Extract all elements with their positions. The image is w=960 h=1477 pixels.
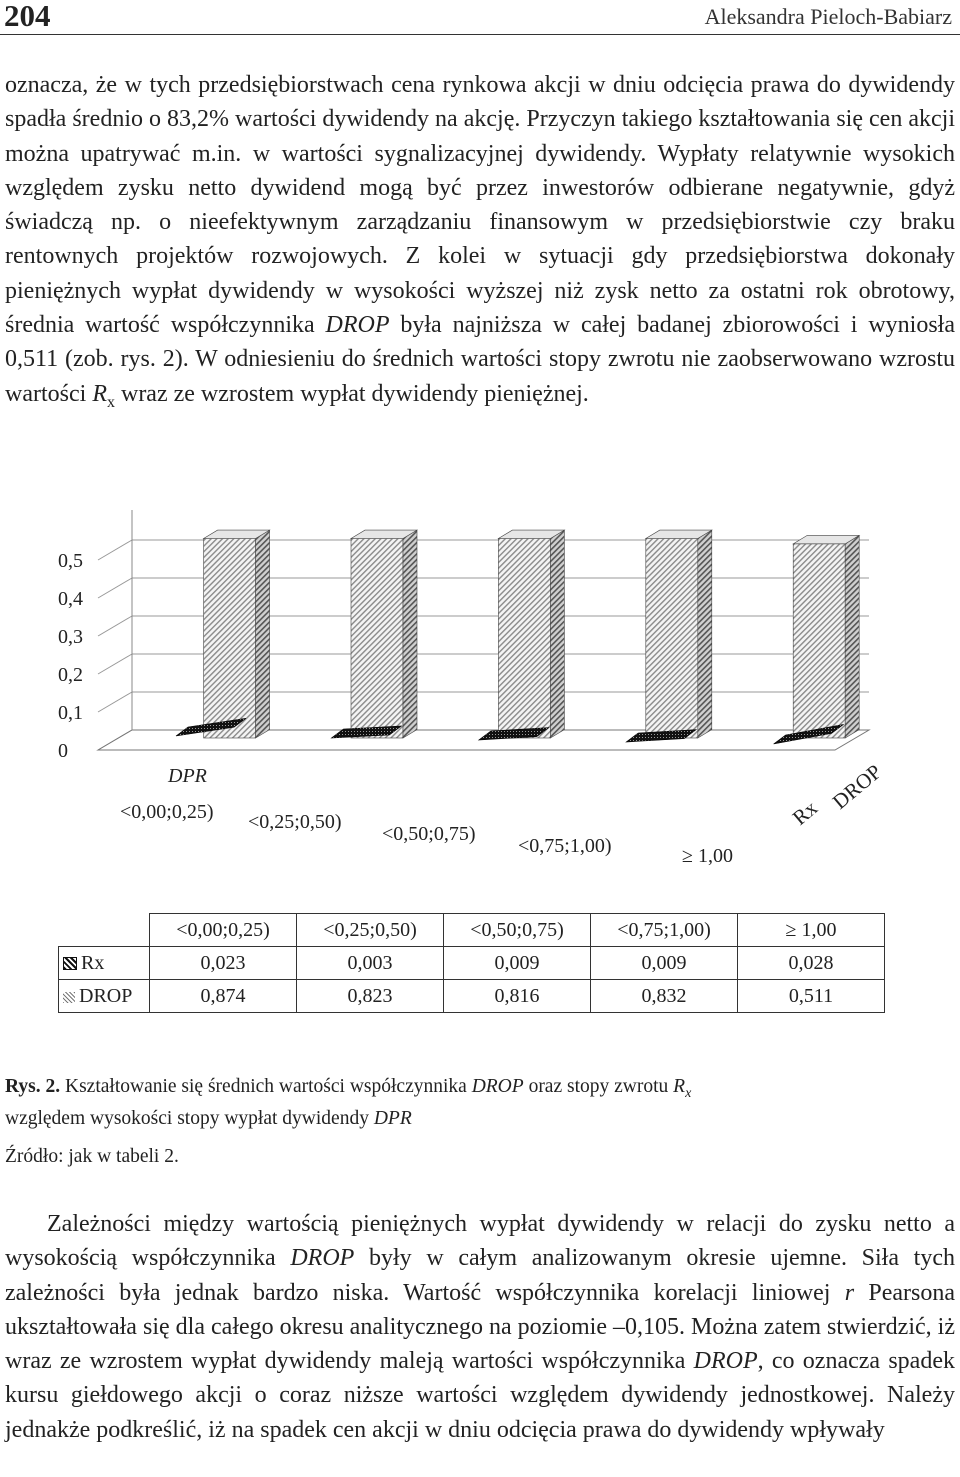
table-cell: 0,028 (738, 947, 885, 980)
bar-rx (626, 730, 696, 742)
table-header-cell: <0,25;0,50) (297, 914, 444, 947)
figure-source: Źródło: jak w tabeli 2. (5, 1146, 179, 1167)
bar-drop (793, 544, 845, 738)
bar-drop (646, 539, 698, 739)
figure-caption: Rys. 2. Kształtowanie się średnich wartości współczynnika DROP oraz stopy zwrotu $R_x$ względem wysokości stopy wypłat dywidendy DPR (5, 1076, 692, 1129)
table-cell: 0,023 (150, 947, 297, 980)
bar-drop (498, 539, 550, 739)
table-row-drop (59, 980, 885, 1013)
table-cell: 0,816 (444, 980, 591, 1013)
table-header-cell: ≥ 1,00 (738, 914, 885, 947)
depth-label-drop: DROP (827, 759, 887, 814)
table-cell: 0,823 (297, 980, 444, 1013)
row-label-rx: Rx (81, 951, 105, 974)
gridline-diagonal (98, 578, 132, 598)
table-cell: 0,511 (738, 980, 885, 1013)
table-cell: 0,874 (150, 980, 297, 1013)
bar-drop-side (845, 535, 859, 738)
body-paragraph-1: oznacza, że w tych przedsiębiorstwach cena rynkowa akcji w dniu odcięcia prawa do dywidendy spadła średnio o 83,2% wartości dywidendy na akcję. Przyczyn takiego kształtowania się cen akcji można upatrywać m.in. w wartości sygnalizacyjnej dywidendy. Wypłaty relatywnie wysokich względem zysku netto dywidend mogą być przez inwestorów odbierane negatywnie, gdyż świadczą np. o nieefektywnym zarządzaniu finansowym w przedsiębiorstwie czy braku rentownych projektów rozwojowych. Z kolei w sytuacji gdy przedsiębiorstwa dokonały pieniężnych wypłat dywidendy w wysokości wyższej niż zysk netto za ostatni rok obrotowy, średnia wartość współczynnika DROP była najniższa w całej badanej zbiorowości i wyniosła 0,511 (zob. rys. 2). W odniesieniu do średnich wartości stopy zwrotu nie zaobserwowano wzrostu wartości $R_x$ wraz ze wzrostem wypłat dywidendy pieniężnej. (5, 72, 955, 411)
running-head-author: Aleksandra Pieloch-Babiarz (704, 4, 952, 29)
y-tick-label: 0,2 (58, 664, 83, 686)
y-tick-label: 0 (58, 740, 68, 762)
table-header-cell: <0,75;1,00) (591, 914, 738, 947)
table-cell: 0,003 (297, 947, 444, 980)
row-label-drop: DROP (79, 984, 133, 1007)
table-header-cell: <0,50;0,75) (444, 914, 591, 947)
table-cell: 0,009 (444, 947, 591, 980)
gridline-diagonal (98, 540, 132, 560)
y-tick-label: 0,3 (58, 626, 83, 648)
x-category-label: ≥ 1,00 (682, 845, 733, 867)
bar-drop (204, 539, 256, 739)
body-paragraph-2: Zależności między wartością pieniężnych wypłat dywidendy w relacji do zysku netto a wysokością współczynnika DROP były w całym analizowanym okresie ujemne. Siła tych zależności była jednak bardzo niska. Wartość współczynnika korelacji liniowej r Pearsona ukształtowała się dla całego okresu analitycznego na poziomie –0,105. Można zatem stwierdzić, iż wraz ze wzrostem wypłat dywidendy maleją wartości współczynnika DROP, co oznacza spadek kursu giełdowego akcji o coraz niższe wartości względem dywidendy jednostkowej. Należy jednakże podkreślić, iż na spadek cen akcji w dniu odcięcia prawa do dywidendy wpływały (5, 1211, 955, 1443)
gridline-diagonal (98, 654, 132, 674)
table-cell: 0,009 (591, 947, 738, 980)
legend-rx-swatch (63, 957, 77, 970)
figure-chart (0, 500, 960, 900)
x-category-label: <0,25;0,50) (248, 811, 342, 833)
gridline-diagonal (98, 616, 132, 636)
bar-drop-side (550, 530, 564, 738)
bar-drop-side (403, 530, 417, 738)
table-header-row (59, 914, 885, 947)
bar-drop-side (698, 530, 712, 738)
x-axis-label: DPR (168, 765, 207, 787)
bar-drop-side (256, 530, 270, 738)
page-number: 204 (4, 0, 51, 33)
bar-drop (351, 539, 403, 739)
table-cell: 0,832 (591, 980, 738, 1013)
x-category-label: <0,00;0,25) (120, 801, 214, 823)
legend-drop-swatch (63, 992, 75, 1003)
x-category-label: <0,50;0,75) (382, 823, 476, 845)
chart-data-table (58, 913, 885, 1013)
x-category-label: <0,75;1,00) (518, 835, 612, 857)
y-tick-label: 0,1 (58, 702, 83, 724)
page-header (0, 0, 960, 36)
y-tick-label: 0,4 (58, 588, 83, 610)
y-tick-label: 0,5 (58, 550, 83, 572)
gridline-diagonal (98, 692, 132, 712)
depth-label-rx: Rx (787, 795, 822, 830)
table-row-rx (59, 947, 885, 980)
table-header-cell: <0,00;0,25) (150, 914, 297, 947)
header-rule (0, 34, 960, 35)
